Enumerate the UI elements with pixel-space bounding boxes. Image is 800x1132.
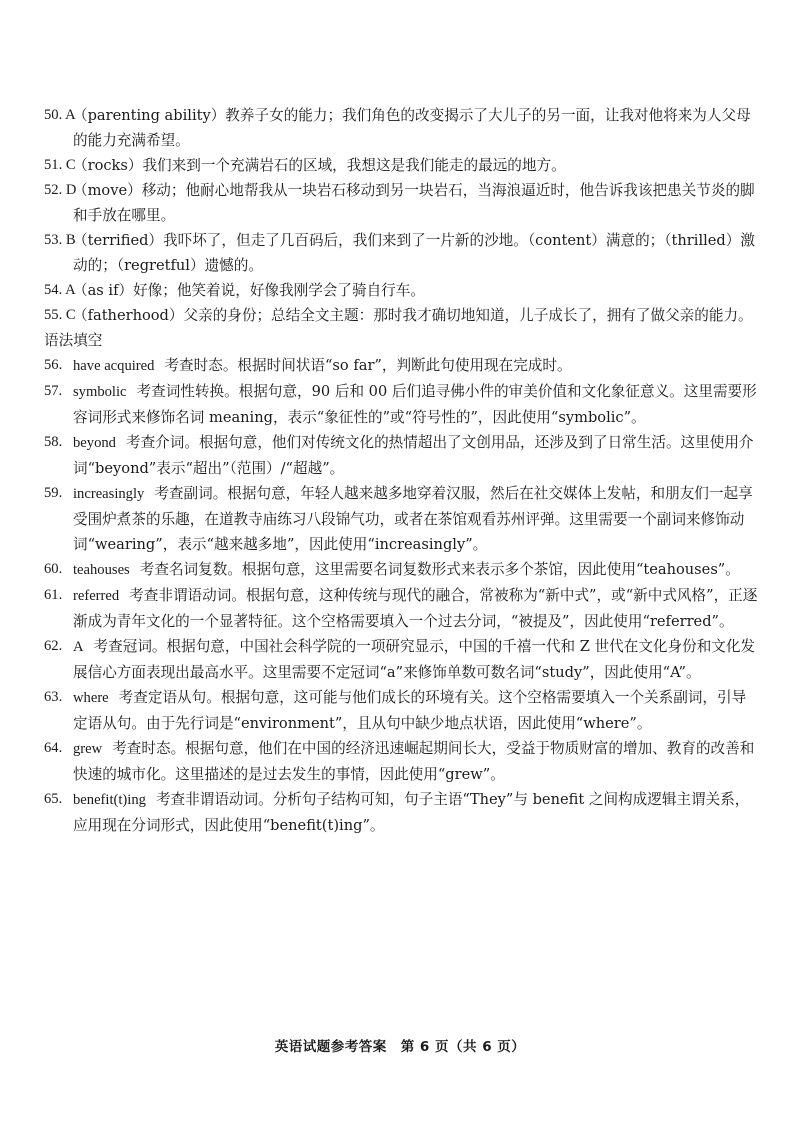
item-number: 53. B <box>44 232 76 248</box>
item-answer: symbolic <box>73 384 127 400</box>
item-answer: where <box>73 690 109 706</box>
item-number: 55. C <box>44 307 76 323</box>
item-text: （fatherhood）父亲的身份；总结全文主题：那时我才确切地知道，儿子成长了，拥有了做父亲的能力。 <box>73 307 753 324</box>
item-answer: increasingly <box>73 486 145 502</box>
item-number: 62. <box>44 638 63 654</box>
item-number: 50. A <box>44 107 76 123</box>
item-number: 57. <box>44 383 63 399</box>
answer-item-51 <box>44 153 760 178</box>
item-text: （move）移动；他耐心地帮我从一块岩石移动到另一块岩石，当海浪逼近时，他告诉我该把患关节炎的脚和手放在哪里。 <box>73 182 755 224</box>
item-text: 考查定语从句。根据句意，这可能与他们成长的环境有关。这个空格需要填入一个关系副词，引导定语从句。由于先行词是“environment”，且从句中缺少地点状语，因此使用“where”。 <box>73 689 747 732</box>
item-text: （terrified）我吓坏了，但走了几百码后，我们来到了一片新的沙地。（content）满意的；（thrilled）激动的；（regretful）遗憾的。 <box>73 232 755 274</box>
answer-item-64 <box>44 736 760 787</box>
item-number: 61. <box>44 587 63 603</box>
item-answer: referred <box>73 588 120 604</box>
item-answer: beyond <box>73 435 116 451</box>
answer-item-59 <box>44 481 760 557</box>
answer-item-58 <box>44 430 760 481</box>
item-answer: teahouses <box>73 562 130 578</box>
answer-item-60 <box>44 557 760 583</box>
item-text: 考查时态。根据时间状语“so far”，判断此句使用现在完成时。 <box>164 357 572 374</box>
item-text: 考查非谓语动词。根据句意，这种传统与现代的融合，常被称为“新中式”，或“新中式风格”，正逐渐成为青年文化的一个显著特征。这个空格需要填入一个过去分词，“被提及”，因此使用“referred”。 <box>73 587 758 630</box>
item-text: 考查时态。根据句意，他们在中国的经济迅速崛起期间长大，受益于物质财富的增加、教育的改善和快速的城市化。这里描述的是过去发生的事情，因此使用“grew”。 <box>73 740 755 783</box>
section-title: 语法填空 <box>44 332 103 349</box>
answer-content <box>44 103 760 838</box>
answer-item-53 <box>44 228 760 278</box>
item-text: （rocks）我们来到一个充满岩石的区域，我想这是我们能走的最远的地方。 <box>73 157 566 174</box>
page-footer: 英语试题参考答案 第 6 页（共 6 页） <box>274 1039 526 1055</box>
item-answer: grew <box>73 741 103 757</box>
answer-item-57 <box>44 379 760 430</box>
answer-item-55 <box>44 303 760 328</box>
item-number: 59. <box>44 485 63 501</box>
item-text: 考查词性转换。根据句意，90 后和 00 后们追寻佛小件的审美价值和文化象征意义。这里需要形容词形式来修饰名词 meaning，表示“象征性的”或“符号性的”，因此使用“symbolic”。 <box>73 383 757 426</box>
answer-item-56 <box>44 353 760 379</box>
item-text: 考查冠词。根据句意，中国社会科学院的一项研究显示，中国的千禧一代和 Z 世代在文化身份和文化发展信心方面表现出最高水平。这里需要不定冠词“a”来修饰单数可数名词“study”，因此使用“A”。 <box>73 638 756 681</box>
item-text: （parenting ability）教养子女的能力；我们角色的改变揭示了大儿子的另一面，让我对他将来为人父母的能力充满希望。 <box>73 107 751 149</box>
item-number: 51. C <box>44 157 76 173</box>
item-text: 考查非谓语动词。分析句子结构可知，句子主语“They”与 benefit 之间构成逻辑主谓关系，应用现在分词形式，因此使用“benefit(t)ing”。 <box>73 791 750 834</box>
answer-item-50 <box>44 103 760 153</box>
item-number: 58. <box>44 434 63 450</box>
item-answer: benefit(t)ing <box>73 792 146 808</box>
item-answer: have acquired <box>73 358 155 374</box>
item-answer: A <box>73 639 84 655</box>
item-text: 考查介词。根据句意，他们对传统文化的热情超出了文创用品，还涉及到了日常生活。这里使用介词“beyond”表示“超出”（范围）/“超越”。 <box>73 434 754 477</box>
answer-item-54 <box>44 278 760 303</box>
item-number: 60. <box>44 561 63 577</box>
answer-item-65 <box>44 787 760 838</box>
answer-item-63 <box>44 685 760 736</box>
item-number: 63. <box>44 689 63 705</box>
answer-item-52 <box>44 178 760 228</box>
item-text: 考查名词复数。根据句意，这里需要名词复数形式来表示多个茶馆，因此使用“teahouses”。 <box>139 561 740 578</box>
answer-item-62 <box>44 634 760 685</box>
item-text: 考查副词。根据句意，年轻人越来越多地穿着汉服，然后在社交媒体上发帖，和朋友们一起享受围炉煮茶的乐趣，在道教寺庙练习八段锦气功，或者在茶馆观看苏州评弹。这里需要一个副词来修饰动词“wearing”，表示“越来越多地”，因此使用“increasingly”。 <box>73 485 753 553</box>
item-number: 56. <box>44 357 63 373</box>
item-number: 52. D <box>44 182 77 198</box>
item-text: （as if）好像；他笑着说，好像我刚学会了骑自行车。 <box>73 282 425 299</box>
item-number: 64. <box>44 740 63 756</box>
answer-item-61 <box>44 583 760 634</box>
item-number: 65. <box>44 791 63 807</box>
item-number: 54. A <box>44 282 76 298</box>
